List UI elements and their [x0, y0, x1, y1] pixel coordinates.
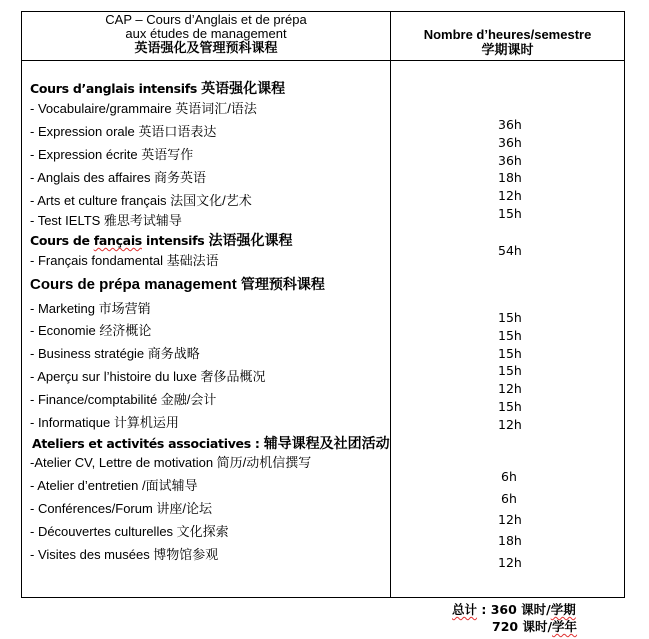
- section-title-management: [30, 276, 325, 293]
- section-title-fr: Ateliers et activités associatives :: [32, 436, 264, 451]
- section-title-fr-suffix: intensifs: [141, 233, 209, 248]
- list-item: - Business stratégie 商务战略: [30, 346, 200, 361]
- list-item: - Anglais des affaires 商务英语: [30, 170, 207, 185]
- hours-cell: 18h: [498, 533, 522, 548]
- hours-cell: 15h: [498, 328, 522, 343]
- total-year-value: 720 课时/: [492, 619, 553, 634]
- section-title-fr-prefix: Cours de: [30, 233, 94, 248]
- hours-cell: 15h: [498, 399, 522, 414]
- section-title-zh: 英语强化课程: [201, 80, 286, 96]
- hours-cell: 36h: [498, 135, 522, 150]
- total-label: 总计: [452, 602, 478, 617]
- total-semester-value: : 360 课时/: [477, 602, 551, 617]
- total-semester-unit: 学期: [550, 602, 576, 617]
- hours-cell: 15h: [498, 346, 522, 361]
- header-course-line2: aux études de management: [125, 26, 287, 41]
- header-hours-zh: 学期课时: [481, 42, 534, 57]
- list-item: - Finance/comptabilité 金融/会计: [30, 392, 217, 407]
- total-per-semester: [452, 600, 576, 618]
- header-course-line1: CAP – Cours d’Anglais et de prépa: [105, 12, 307, 27]
- list-item: - Vocabulaire/grammaire 英语词汇/语法: [30, 101, 257, 116]
- list-item: -Atelier CV, Lettre de motivation 简历/动机信撰写: [30, 455, 312, 470]
- list-item: - Marketing 市场营销: [30, 301, 151, 316]
- column-divider: [390, 12, 391, 597]
- total-per-year: [492, 617, 577, 635]
- list-item: - Français fondamental 基础法语: [30, 253, 219, 268]
- list-item: - Test IELTS 雅思考试辅导: [30, 213, 182, 228]
- section-title-zh: 法语强化课程: [208, 232, 293, 248]
- section-title-fr: Cours d’anglais intensifs: [30, 81, 202, 96]
- hours-cell: 12h: [498, 555, 522, 570]
- section-title-zh: 管理预科课程: [240, 276, 325, 292]
- list-item: - Expression écrite 英语写作: [30, 147, 194, 162]
- header-course-column: [22, 12, 390, 61]
- hours-cell: 54h: [498, 243, 522, 258]
- list-item: - Expression orale 英语口语表达: [30, 124, 217, 139]
- list-item: - Economie 经济概论: [30, 323, 152, 338]
- header-hours-column: [391, 12, 624, 60]
- list-item: - Visites des musées 博物馆参观: [30, 547, 219, 562]
- total-year-unit: 学年: [552, 619, 578, 634]
- header-course-zh: 英语强化及管理预科课程: [134, 40, 278, 55]
- hours-cell: 15h: [498, 363, 522, 378]
- section-title-fr-misspelled: fançais: [93, 233, 142, 248]
- hours-cell: 15h: [498, 206, 522, 221]
- list-item: - Aperçu sur l’histoire du luxe 奢侈品概况: [30, 369, 266, 384]
- hours-cell: 36h: [498, 153, 522, 168]
- hours-cell: 36h: [498, 117, 522, 132]
- list-item: - Conférences/Forum 讲座/论坛: [30, 501, 213, 516]
- header-hours-title: Nombre d’heures/semestre: [423, 27, 592, 42]
- list-item: - Découvertes culturelles 文化探索: [30, 524, 229, 539]
- curriculum-table: [21, 11, 625, 598]
- list-item: - Atelier d’entretien /面试辅导: [30, 478, 198, 493]
- section-title-workshops: [32, 435, 390, 452]
- hours-cell: 6h: [501, 491, 517, 506]
- hours-cell: 12h: [498, 381, 522, 396]
- section-title-french: [30, 232, 293, 249]
- hours-cell: 12h: [498, 417, 522, 432]
- list-item: - Informatique 计算机运用: [30, 415, 179, 430]
- list-item: - Arts et culture français 法国文化/艺术: [30, 193, 252, 208]
- hours-cell: 15h: [498, 310, 522, 325]
- hours-cell: 12h: [498, 512, 522, 527]
- hours-cell: 18h: [498, 170, 522, 185]
- hours-cell: 12h: [498, 188, 522, 203]
- section-title-fr: Cours de prépa management: [30, 276, 241, 293]
- section-title-english: [30, 80, 285, 97]
- hours-cell: 6h: [501, 469, 517, 484]
- section-title-zh: 辅导课程及社团活动: [263, 435, 390, 451]
